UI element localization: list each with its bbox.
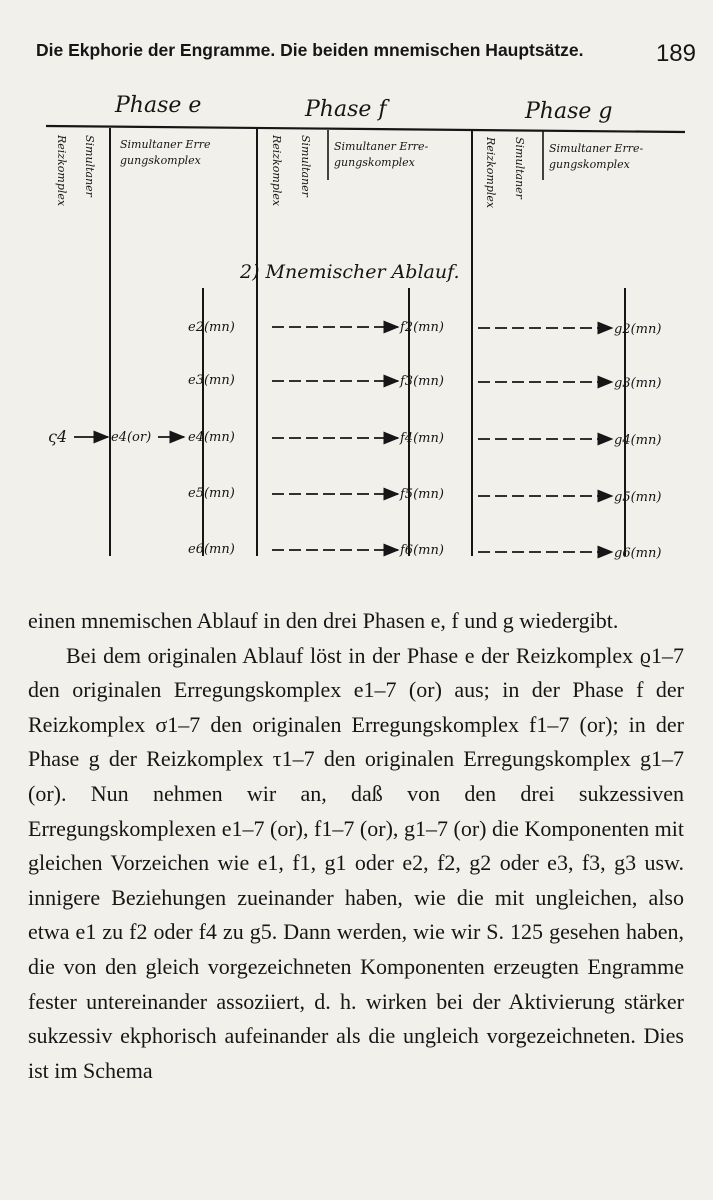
top-rule (46, 126, 685, 132)
e-row-4: e4(mn) (188, 430, 235, 445)
g-row-4: g4(mn) (614, 433, 662, 448)
col-simultaner-f: Simultaner (299, 135, 312, 197)
col-erregung-g-2: gungskomplex (549, 158, 630, 171)
f-row-5: f5(mn) (400, 487, 444, 502)
col-reizkomplex-e: Reizkomplex (55, 135, 68, 207)
col-simultaner-g: Simultaner (513, 137, 526, 199)
running-header (36, 40, 696, 67)
col-reizkomplex-f: Reizkomplex (270, 135, 283, 207)
paragraph-1: einen mnemischen Ablauf in den drei Phasen e, f und g wiedergibt. (28, 608, 619, 633)
paragraph-2: Bei dem originalen Ablauf löst in der Phase e der Reizkomplex ϱ1–7 den originalen Erregungskomplex e1–7 (or) aus; in der Phase f der Reizkomplex σ1–7 den originalen Erregungskomplex f1–7 (or); in der Phase g der Reizkomplex τ1–7 den originalen Erregungskomplex g1–7 (or). Nun nehmen wir an, daß von den drei sukzessiven Erregungskomplexen e1–7 (or), f1–7 (or), g1–7 (or) die Komponenten mit gleichen Vorzeichen wie e1, f1, g1 oder e2, f2, g2 oder e3, f3, g3 usw. innigere Beziehungen zueinander haben, wie die mit ungleichen, also etwa e1 zu f2 oder f4 zu g5. Dann werden, wie wir S. 125 gesehen haben, die von den gleich vorgezeichneten Komponenten erzeugten Engramme fester untereinander assoziiert, d. h. wirken bei der Aktivierung stärker sukzessiv ekphorisch aufeinander als die ungleich vorgezeichneten. Dies ist im Schema (28, 642, 684, 1083)
g-row-3: g3(mn) (614, 376, 662, 391)
schema-figure (0, 80, 713, 600)
e-row-6: e6(mn) (188, 542, 235, 557)
phase-label-f: Phase f (305, 97, 387, 122)
phase-label-e: Phase e (115, 93, 202, 118)
f-row-3: f3(mn) (400, 374, 444, 389)
g-row-6: g6(mn) (614, 546, 662, 561)
col-reizkomplex-g: Reizkomplex (484, 137, 497, 209)
ablauf-label: 2) Mnemischer Ablauf. (240, 261, 460, 283)
phase-label-g: Phase g (525, 99, 613, 124)
running-title: Die Ekphorie der Engramme. Die beiden mnemischen Hauptsätze. (36, 40, 584, 60)
e-row-3: e3(mn) (188, 373, 235, 388)
body-text (28, 604, 684, 1088)
f-row-4: f4(mn) (400, 431, 444, 446)
col-erregung-f-2: gungskomplex (334, 156, 415, 169)
col-erregung-e-1: Simultaner Erre (120, 138, 211, 151)
col-erregung-f-1: Simultaner Erre- (334, 140, 429, 153)
f-row-2: f2(mn) (400, 320, 444, 335)
stimulus-label: ς4 (48, 427, 68, 446)
e-row-2: e2(mn) (188, 320, 235, 335)
col-erregung-g-1: Simultaner Erre- (549, 142, 644, 155)
e-row-5: e5(mn) (188, 486, 235, 501)
g-row-5: g5(mn) (614, 490, 662, 505)
original-label: e4(or) (111, 430, 152, 445)
page-number: 189 (655, 40, 696, 67)
col-erregung-e-2: gungskomplex (120, 154, 201, 167)
g-row-2: g2(mn) (614, 322, 662, 337)
col-simultaner-e: Simultaner (83, 135, 96, 197)
f-row-6: f6(mn) (400, 543, 444, 558)
